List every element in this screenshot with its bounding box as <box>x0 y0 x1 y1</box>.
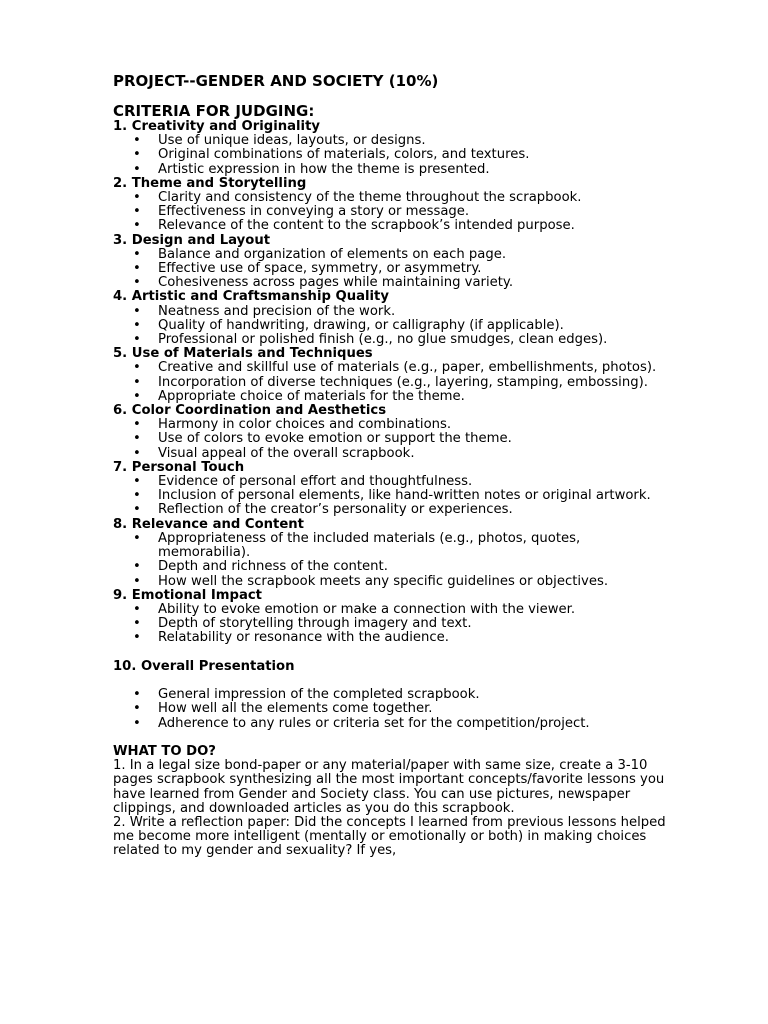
list-item: • Relevance of the content to the scrapbook’s intended purpose. <box>113 219 673 233</box>
criteria-section-heading: 3. Design and Layout <box>113 232 271 248</box>
what-to-do-paragraph-2: 2. Write a reflection paper: Did the concepts I learned from previous lessons helped me become more intelligent (mentally or emotionally or both) in making choices related to my gender and sexuality? If yes, <box>113 814 666 859</box>
criteria-section-heading: 4. Artistic and Craftsmanship Quality <box>113 289 389 305</box>
list-item: • Ability to evoke emotion or make a connection with the viewer. <box>113 603 673 617</box>
criteria-section-list <box>113 248 673 291</box>
list-item: • Neatness and precision of the work. <box>113 305 673 319</box>
criteria-section-list <box>113 418 673 461</box>
list-item: • Professional or polished finish (e.g., no glue smudges, clean edges). <box>113 333 673 347</box>
list-item: • How well all the elements come together. <box>113 702 673 716</box>
list-item: • Clarity and consistency of the theme throughout the scrapbook. <box>113 191 673 205</box>
list-item: • Original combinations of materials, colors, and textures. <box>113 148 673 162</box>
list-item: • Use of colors to evoke emotion or support the theme. <box>113 432 673 446</box>
criteria-heading: CRITERIA FOR JUDGING: <box>113 102 315 120</box>
criteria-section-heading: 5. Use of Materials and Techniques <box>113 346 373 362</box>
list-item: • Relatability or resonance with the audience. <box>113 631 673 645</box>
overall-presentation-list <box>113 688 673 731</box>
document-title: PROJECT--GENDER AND SOCIETY (10%) <box>113 72 439 90</box>
list-item: • Reflection of the creator’s personality or experiences. <box>113 503 673 517</box>
criteria-section-list <box>113 305 673 348</box>
list-item: • How well the scrapbook meets any specific guidelines or objectives. <box>113 575 673 589</box>
list-item: • Effectiveness in conveying a story or message. <box>113 205 673 219</box>
list-item: • Cohesiveness across pages while maintaining variety. <box>113 276 673 290</box>
criteria-section-list <box>113 532 673 589</box>
list-item: • Harmony in color choices and combinations. <box>113 418 673 432</box>
criteria-section-list <box>113 191 673 234</box>
list-item: • Quality of handwriting, drawing, or calligraphy (if applicable). <box>113 319 673 333</box>
criteria-section-heading: 9. Emotional Impact <box>113 587 262 603</box>
list-item: • General impression of the completed scrapbook. <box>113 688 673 702</box>
list-item: • Incorporation of diverse techniques (e.g., layering, stamping, embossing). <box>113 376 673 390</box>
list-item: • Appropriateness of the included materials (e.g., photos, quotes, memorabilia). <box>113 532 673 560</box>
list-item: • Use of unique ideas, layouts, or designs. <box>113 134 673 148</box>
list-item: • Balance and organization of elements on each page. <box>113 248 673 262</box>
what-to-do-heading: WHAT TO DO? <box>113 743 216 759</box>
criteria-list <box>113 120 673 646</box>
criteria-section-heading: 2. Theme and Storytelling <box>113 175 307 191</box>
list-item: • Creative and skillful use of materials (e.g., paper, embellishments, photos). <box>113 361 673 375</box>
list-item: • Appropriate choice of materials for the theme. <box>113 390 673 404</box>
list-item: • Inclusion of personal elements, like hand-written notes or original artwork. <box>113 489 673 503</box>
list-item: • Artistic expression in how the theme is presented. <box>113 163 673 177</box>
criteria-section-list <box>113 603 673 646</box>
list-item: • Depth of storytelling through imagery and text. <box>113 617 673 631</box>
criteria-section-list <box>113 134 673 177</box>
document-page <box>113 72 673 859</box>
what-to-do-paragraph-1: 1. In a legal size bond-paper or any material/paper with same size, create a 3-10 pages scrapbook synthesizing all the most important concepts/favorite lessons you have learned from Gender and Society class. You can use pictures, newspaper clippings, and downloaded articles as you do this scrapbook. <box>113 758 665 816</box>
criteria-section-list <box>113 361 673 404</box>
list-item: • Effective use of space, symmetry, or asymmetry. <box>113 262 673 276</box>
criteria-section-heading: 6. Color Coordination and Aesthetics <box>113 403 387 419</box>
overall-presentation-heading: 10. Overall Presentation <box>113 658 295 674</box>
criteria-section-heading: 8. Relevance and Content <box>113 516 304 532</box>
list-item: • Depth and richness of the content. <box>113 560 673 574</box>
criteria-section-heading: 7. Personal Touch <box>113 459 245 475</box>
criteria-section-list <box>113 475 673 518</box>
criteria-section-heading: 1. Creativity and Originality <box>113 119 320 134</box>
list-item: • Adherence to any rules or criteria set for the competition/project. <box>113 717 673 731</box>
list-item: • Evidence of personal effort and thoughtfulness. <box>113 475 673 489</box>
list-item: • Visual appeal of the overall scrapbook. <box>113 447 673 461</box>
